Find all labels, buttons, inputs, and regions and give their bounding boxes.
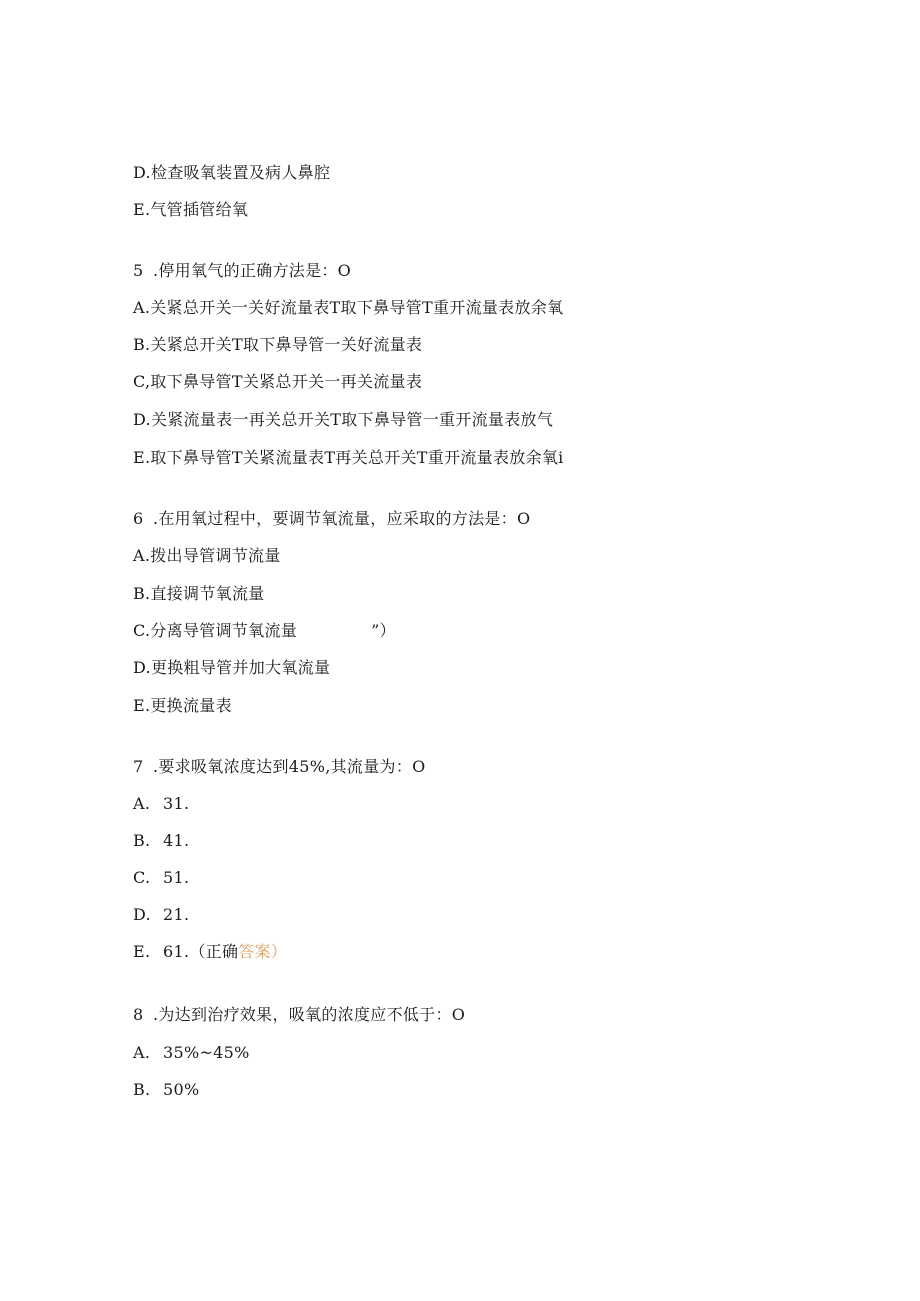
q7-number: 7 — [133, 757, 144, 776]
q6-option-c-text: C.分离导管调节氧流量 — [133, 621, 298, 640]
q8-stem-text: .为达到治疗效果，吸氧的浓度应不低于：O — [153, 1005, 466, 1024]
q8-option-b-text: 50% — [163, 1080, 200, 1099]
q7-option-a-letter: A. — [133, 794, 151, 813]
q7-option-c-letter: C. — [133, 868, 151, 887]
q6-option-d: D.更换粗导管并加大氧流量 — [133, 658, 331, 677]
q5-option-e: E.取下鼻导管T关紧流量表T再关总开关T重开流量表放余氧i — [133, 448, 564, 467]
q7-option-c — [133, 868, 189, 888]
q5-option-b: B.关紧总开关T取下鼻导管一关好流量表 — [133, 335, 423, 354]
q5-option-c: C,取下鼻导管T关紧总开关一再关流量表 — [133, 372, 423, 391]
q7-option-a-text: 31. — [163, 794, 190, 813]
q5-option-d: D.关紧流量表一再关总开关T取下鼻导管一重开流量表放气 — [133, 410, 554, 429]
q7-option-e — [133, 942, 287, 962]
q6-option-b: B.直接调节氧流量 — [133, 584, 265, 603]
q7-stem — [133, 757, 426, 777]
q7-option-d-letter: D. — [133, 905, 151, 924]
q6-option-c-mark: ”） — [371, 621, 396, 640]
q4-option-e: E.气管插管给氧 — [133, 200, 249, 219]
q5-stem — [133, 261, 351, 281]
q8-option-a-letter: A. — [133, 1043, 151, 1062]
q8-option-b — [133, 1080, 199, 1100]
q7-option-b-text: 41. — [163, 831, 190, 850]
q7-option-e-text: 61.（正确 — [163, 942, 239, 961]
q8-option-a-text: 35%~45% — [163, 1043, 250, 1062]
q7-answer-tag: 答案） — [238, 942, 288, 961]
q7-option-e-letter: E. — [133, 942, 151, 961]
q7-option-a — [133, 794, 189, 814]
q6-option-e: E.更换流量表 — [133, 696, 232, 715]
q6-number: 6 — [133, 509, 144, 528]
q8-option-b-letter: B. — [133, 1080, 151, 1099]
q8-stem — [133, 1005, 465, 1025]
q7-stem-text: .要求吸氧浓度达到45%,其流量为：O — [153, 757, 426, 776]
q5-number: 5 — [133, 261, 144, 280]
q8-number: 8 — [133, 1005, 144, 1024]
q7-option-d — [133, 905, 189, 925]
q7-option-b-letter: B. — [133, 831, 151, 850]
q8-option-a — [133, 1043, 250, 1063]
q4-option-d: D.检查吸氧装置及病人鼻腔 — [133, 163, 331, 182]
q6-option-a: A.拨出导管调节流量 — [133, 546, 281, 565]
q7-option-d-text: 21. — [163, 905, 190, 924]
q6-option-c — [133, 621, 396, 641]
q5-stem-text: .停用氧气的正确方法是：O — [153, 261, 352, 280]
q6-stem — [133, 509, 530, 529]
q5-option-a: A.关紧总开关一关好流量表T取下鼻导管T重开流量表放余氧 — [133, 298, 564, 317]
q7-option-b — [133, 831, 189, 851]
q6-stem-text: .在用氧过程中，要调节氧流量，应采取的方法是：O — [153, 509, 531, 528]
q7-option-c-text: 51. — [163, 868, 190, 887]
